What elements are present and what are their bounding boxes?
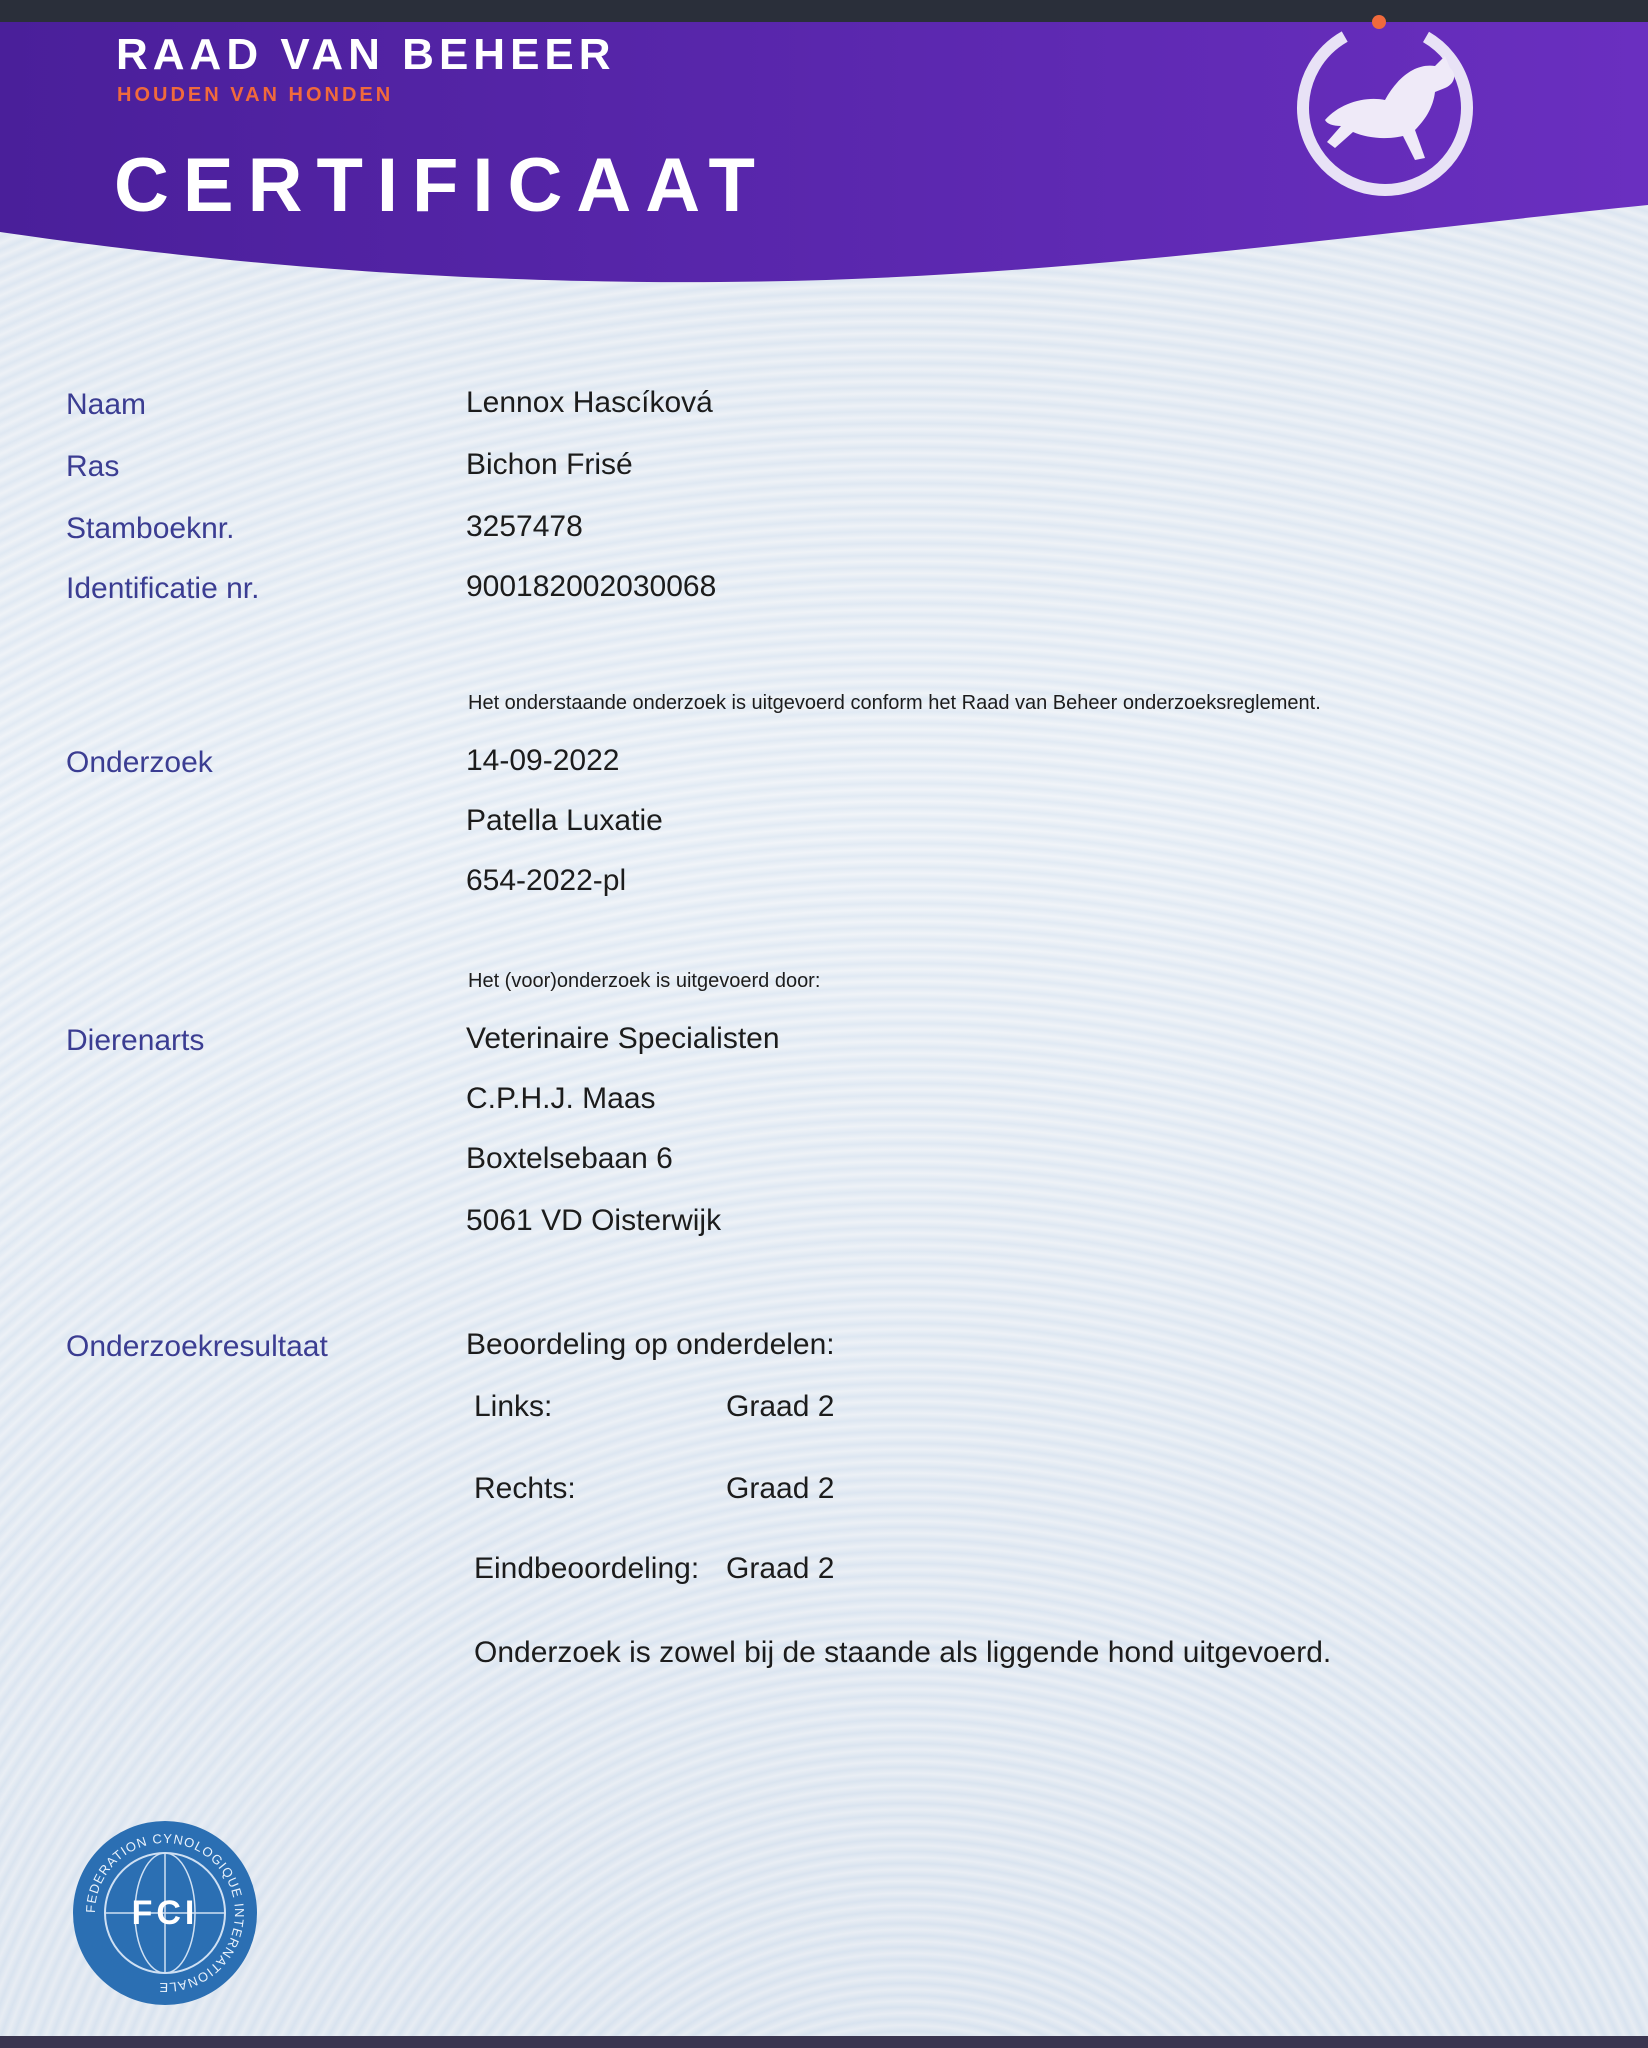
vet-street: Boxtelsebaan 6	[466, 1142, 673, 1175]
label-breed: Ras	[66, 450, 120, 483]
label-name: Naam	[66, 388, 147, 421]
vet-note: Het (voor)onderzoek is uitgevoerd door:	[468, 970, 821, 992]
dog-jumping-through-hoop-icon	[1285, 8, 1495, 208]
value-name: Lennox Hascíková	[466, 386, 713, 419]
bottom-edge	[0, 2036, 1648, 2048]
label-pedigree-number: Stamboeknr.	[66, 512, 235, 545]
result-row-label: Eindbeoordeling:	[474, 1552, 700, 1585]
result-row-value: Graad 2	[726, 1390, 835, 1423]
label-examination: Onderzoek	[66, 746, 213, 779]
label-veterinarian: Dierenarts	[66, 1024, 205, 1057]
exam-type: Patella Luxatie	[466, 804, 663, 837]
fci-seal-icon	[70, 1818, 260, 2008]
value-identification-number: 900182002030068	[466, 570, 717, 603]
label-identification-number: Identificatie nr.	[66, 572, 260, 605]
vet-city: 5061 VD Oisterwijk	[466, 1204, 722, 1237]
result-row-label: Rechts:	[474, 1472, 576, 1505]
exam-note: Het onderstaande onderzoek is uitgevoerd conform het Raad van Beheer onderzoeksreglement.	[468, 692, 1321, 714]
result-row-value: Graad 2	[726, 1472, 835, 1505]
value-pedigree-number: 3257478	[466, 510, 583, 543]
result-heading: Beoordeling op onderdelen:	[466, 1328, 835, 1361]
result-remark: Onderzoek is zowel bij de staande als liggende hond uitgevoerd.	[474, 1636, 1332, 1669]
vet-practice: Veterinaire Specialisten	[466, 1022, 780, 1055]
result-row-value: Graad 2	[726, 1552, 835, 1585]
certificate-title: CERTIFICAAT	[114, 143, 769, 228]
svg-text:FEDERATION CYNOLOGIQUE INTERNA: FEDERATION CYNOLOGIQUE INTERNATIONALE	[82, 1830, 248, 1996]
value-breed: Bichon Frisé	[466, 448, 633, 481]
result-row-label: Links:	[474, 1390, 553, 1423]
organization-name: RAAD VAN BEHEER	[116, 30, 616, 79]
vet-name: C.P.H.J. Maas	[466, 1082, 656, 1115]
certificate-header	[0, 0, 1648, 300]
exam-reference: 654-2022-pl	[466, 864, 627, 897]
label-examination-result: Onderzoekresultaat	[66, 1330, 328, 1363]
seal-abbreviation: FCI	[131, 1894, 199, 1932]
organization-tagline: HOUDEN VAN HONDEN	[117, 84, 394, 106]
exam-date: 14-09-2022	[466, 744, 620, 777]
